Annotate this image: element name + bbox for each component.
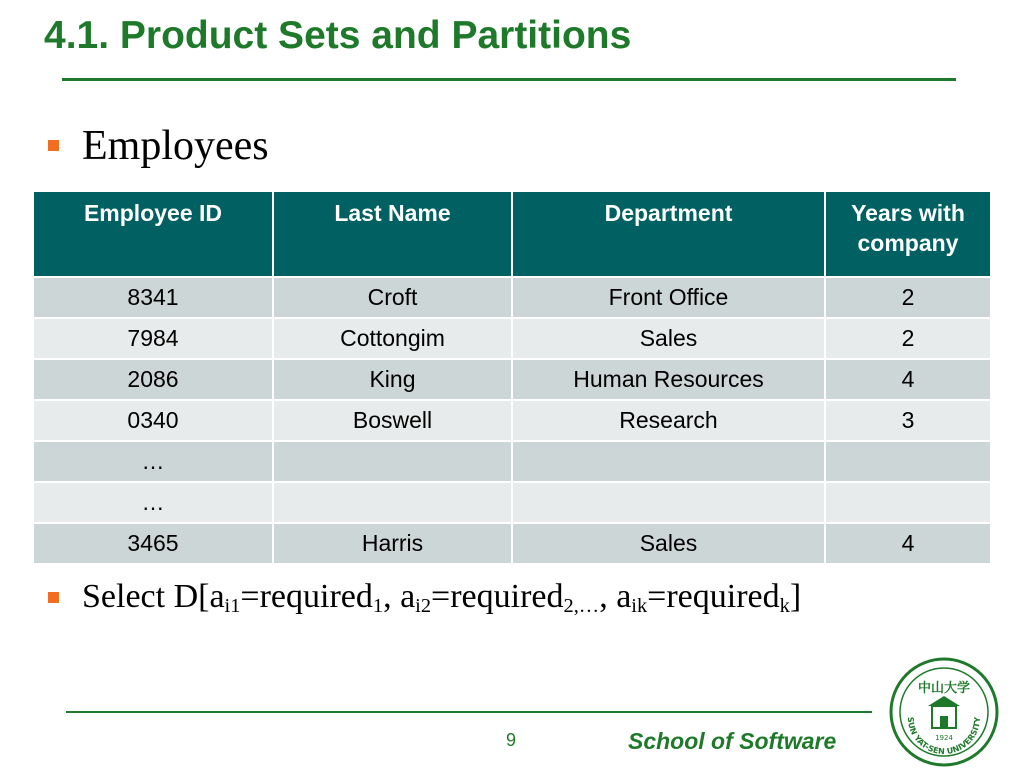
formula-subscript: ik: [631, 595, 648, 618]
cell-employee-id: …: [34, 482, 273, 523]
cell-employee-id: 2086: [34, 359, 273, 400]
formula-subscript: i2: [415, 595, 432, 618]
cell-last-name: Croft: [273, 277, 512, 318]
bullet-square-icon: [48, 140, 59, 151]
formula-subscript: k: [779, 595, 790, 618]
cell-employee-id: 3465: [34, 523, 273, 564]
slide-title: 4.1. Product Sets and Partitions: [44, 14, 632, 57]
cell-last-name: [273, 441, 512, 482]
cell-employee-id: …: [34, 441, 273, 482]
cell-years: 4: [825, 359, 990, 400]
cell-department: [512, 482, 825, 523]
cell-years: [825, 441, 990, 482]
cell-department: Front Office: [512, 277, 825, 318]
bullet-select-formula: [82, 578, 801, 616]
cell-years: [825, 482, 990, 523]
university-seal-logo: [888, 656, 1000, 768]
header-department: Department: [512, 192, 825, 277]
cell-department: Human Resources: [512, 359, 825, 400]
footer-school-name: School of Software: [628, 728, 837, 754]
header-employee-id: Employee ID: [34, 192, 273, 277]
cell-employee-id: 0340: [34, 400, 273, 441]
table-row: [34, 318, 990, 359]
logo-year: 1924: [935, 734, 953, 742]
formula-text: =required: [240, 578, 373, 615]
cell-last-name: King: [273, 359, 512, 400]
cell-employee-id: 7984: [34, 318, 273, 359]
logo-chinese-name: 中山大学: [917, 681, 971, 696]
header-last-name: Last Name: [273, 192, 512, 277]
formula-text: ]: [789, 578, 802, 615]
bullet-employees: Employees: [82, 123, 269, 169]
table-row: [34, 441, 990, 482]
logo-english-name: SUN YAT-SEN UNIVERSITY: [905, 716, 983, 757]
cell-last-name: Boswell: [273, 400, 512, 441]
cell-years: 3: [825, 400, 990, 441]
cell-employee-id: 8341: [34, 277, 273, 318]
formula-subscript: 2,…: [563, 595, 600, 618]
cell-years: 2: [825, 277, 990, 318]
table-row: [34, 400, 990, 441]
formula-text: , a: [383, 578, 416, 615]
cell-years: 4: [825, 523, 990, 564]
cell-department: Research: [512, 400, 825, 441]
formula-subscript: 1: [372, 595, 384, 618]
formula-text: =required: [647, 578, 780, 615]
table-row: [34, 523, 990, 564]
formula-subscript: i1: [224, 595, 241, 618]
cell-department: Sales: [512, 318, 825, 359]
table-row: [34, 482, 990, 523]
table-header-row: [34, 192, 990, 277]
cell-years: 2: [825, 318, 990, 359]
formula-text: , a: [599, 578, 632, 615]
cell-last-name: [273, 482, 512, 523]
employees-table: [34, 192, 990, 565]
footer-divider: [66, 711, 872, 713]
cell-department: [512, 441, 825, 482]
title-divider: [62, 78, 956, 81]
bullet-square-icon: [48, 592, 59, 603]
header-years-with-company: Years with company: [825, 192, 990, 277]
formula-text: Select D[a: [82, 578, 225, 615]
table-row: [34, 359, 990, 400]
cell-last-name: Cottongim: [273, 318, 512, 359]
table-row: [34, 277, 990, 318]
cell-department: Sales: [512, 523, 825, 564]
formula-text: =required: [431, 578, 564, 615]
page-number: 9: [506, 730, 517, 750]
cell-last-name: Harris: [273, 523, 512, 564]
